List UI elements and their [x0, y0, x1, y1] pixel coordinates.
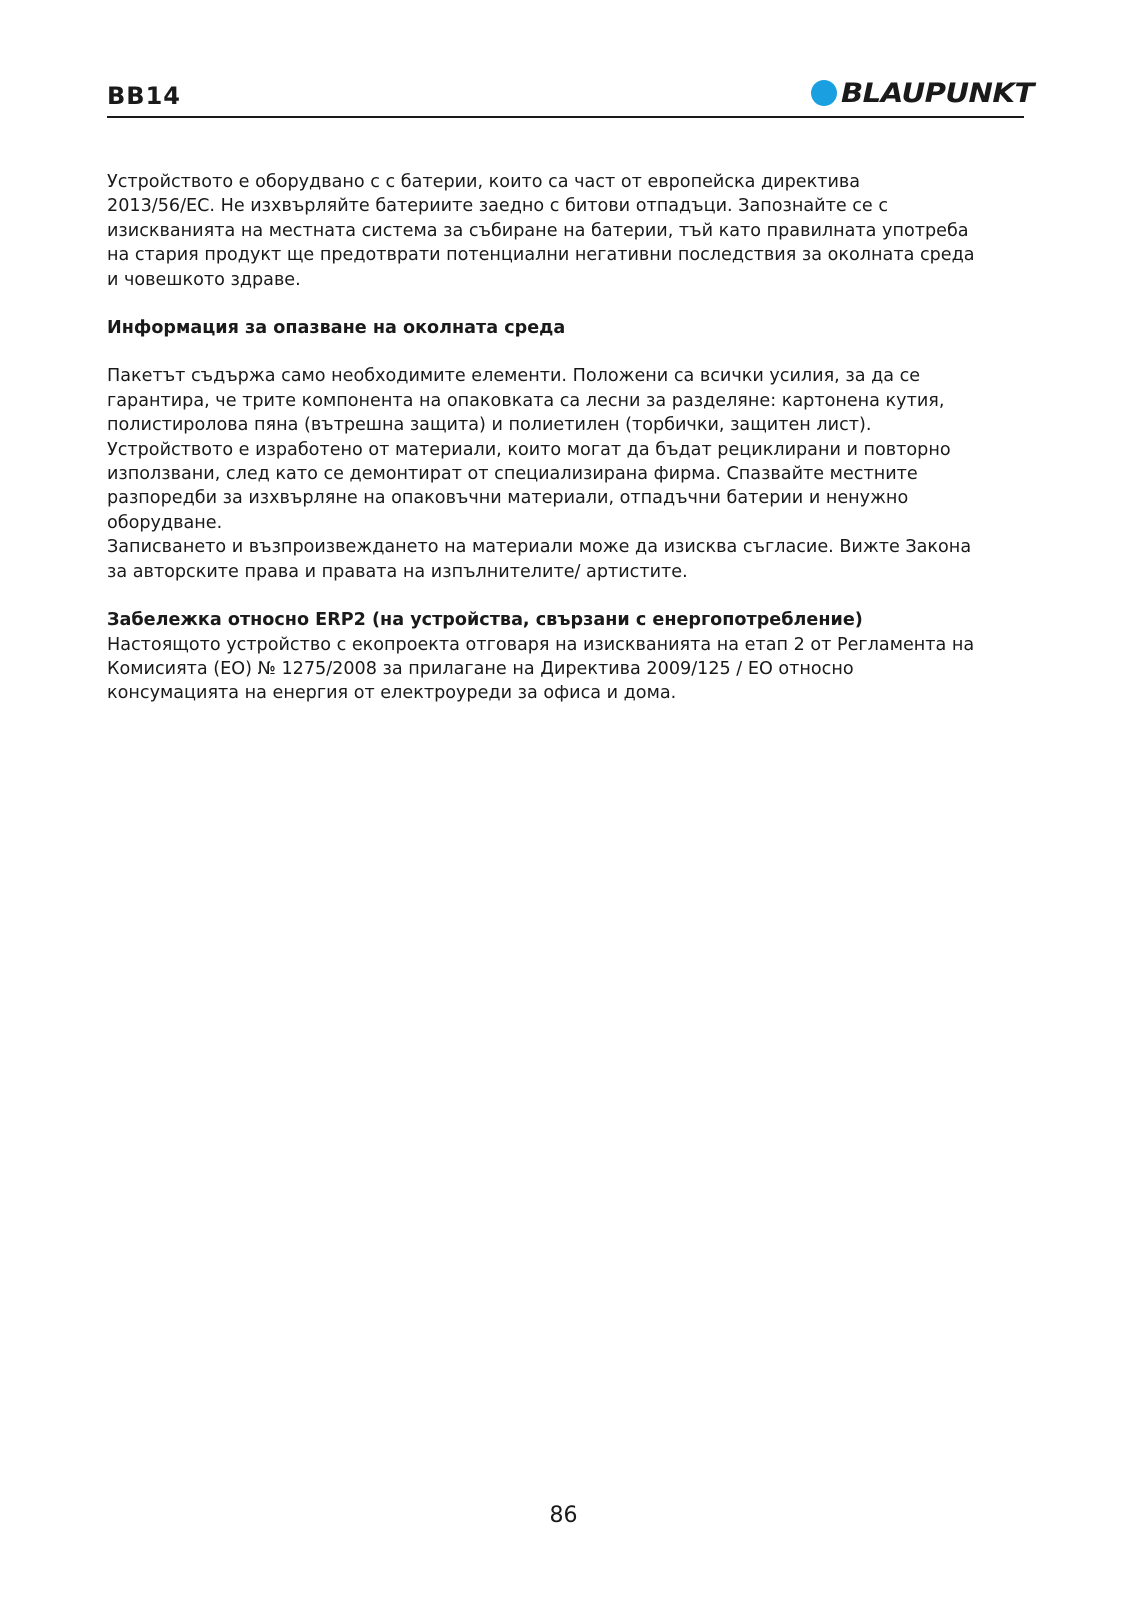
- erp2-text-line: Настоящото устройство с екопроекта отговаря на изискванията на етап 2 от Регламента на: [107, 634, 975, 655]
- environment-text-line: Пакетът съдържа само необходимите елементи. Положени са всички усилия, за да се: [107, 366, 921, 387]
- page-header: [107, 76, 1035, 118]
- battery-text-line: изискванията на местната система за събиране на батерии, тъй като правилната употреба: [107, 220, 969, 241]
- environment-text-line: оборудване.: [107, 512, 223, 533]
- environment-text-line: Записването и възпроизвеждането на материали може да изисква съгласие. Вижте Закона: [107, 537, 972, 558]
- environment-text-line: разпоредби за изхвърляне на опаковъчни материали, отпадъчни батерии и ненужно: [107, 488, 909, 509]
- brand-name: BLAUPUNKT: [841, 77, 1035, 109]
- environment-text-line: Устройството е изработено от материали, които могат да бъдат рециклирани и повторно: [107, 439, 951, 460]
- battery-text-line: на стария продукт ще предотврати потенциални негативни последствия за околната среда: [107, 245, 975, 266]
- erp2-heading: Забележка относно ERP2 (на устройства, свързани с енергопотребление): [107, 610, 863, 631]
- environment-heading: Информация за опазване на околната среда: [107, 318, 566, 339]
- environment-text-line: полистиролова пяна (вътрешна защита) и полиетилен (торбички, защитен лист).: [107, 415, 872, 436]
- battery-text-line: Устройството е оборудвано с с батерии, които са част от европейска директива: [107, 172, 861, 192]
- document-body: [107, 170, 1027, 706]
- model-name: BB14: [107, 82, 181, 110]
- page-number: 86: [549, 1503, 578, 1528]
- brand-logo: [811, 77, 1035, 109]
- erp2-text-line: Комисията (ЕО) № 1275/2008 за прилагане на Директива 2009/125 / ЕО относно: [107, 658, 854, 679]
- battery-text-line: 2013/56/EC. Не изхвърляйте батериите заедно с битови отпадъци. Запознайте се с: [107, 196, 889, 217]
- environment-text-line: гарантира, че трите компонента на опаковката са лесни за разделяне: картонена кутия,: [107, 390, 945, 411]
- battery-text-line: и човешкото здраве.: [107, 269, 301, 290]
- logo-dot-icon: [811, 80, 837, 106]
- environment-text-line: за авторските права и правата на изпълнителите/ артистите.: [107, 561, 688, 582]
- environment-text-line: използвани, след като се демонтират от специализирана фирма. Спазвайте местните: [107, 464, 918, 485]
- erp2-text-line: консумацията на енергия от електроуреди за офиса и дома.: [107, 683, 677, 704]
